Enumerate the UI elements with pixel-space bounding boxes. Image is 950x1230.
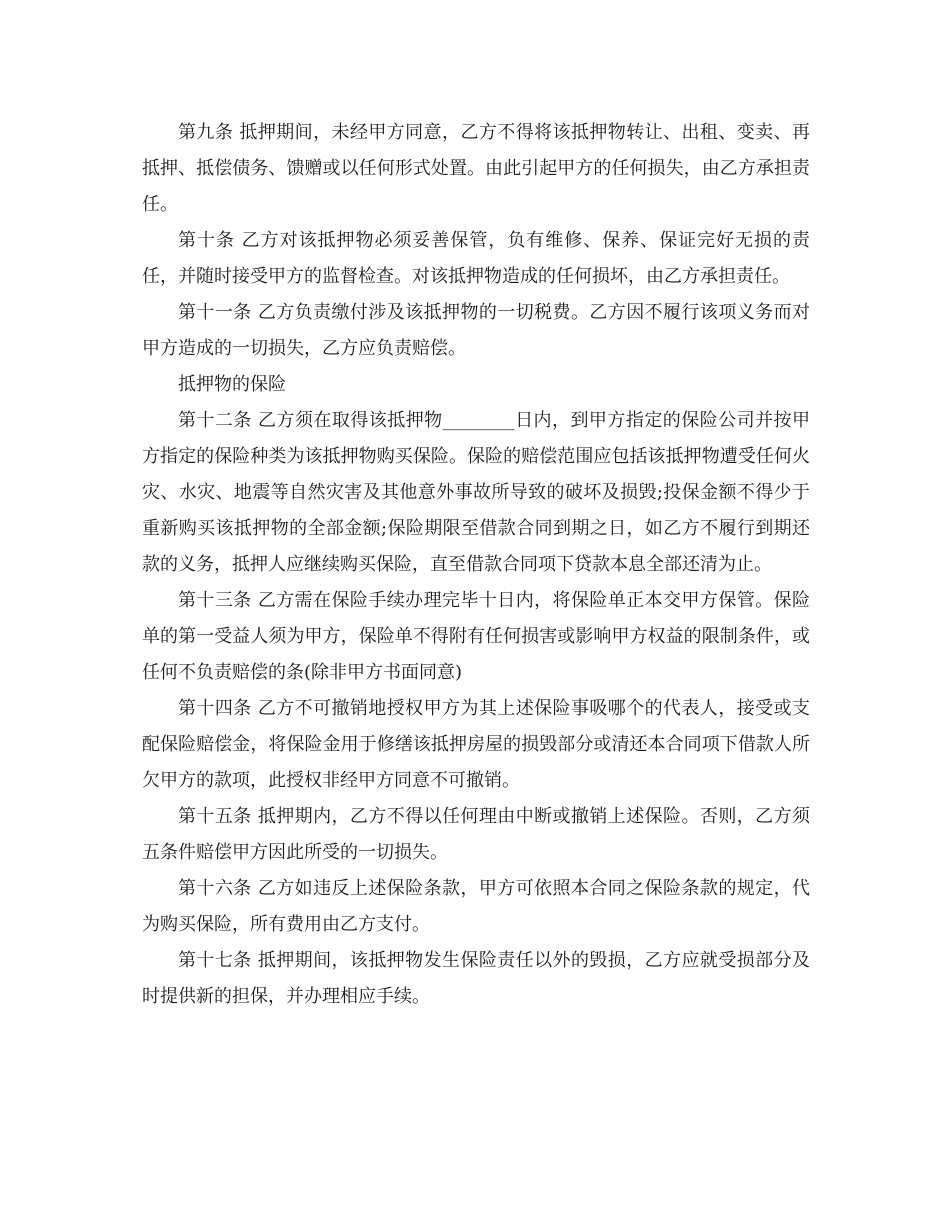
article-13-paragraph: 第十三条 乙方需在保险手续办理完毕十日内，将保险单正本交甲方保管。保险单的第一受益人须为甲方，保险单不得附有任何损害或影响甲方权益的限制条件，或任何不负责赔偿的条(除非甲方书面同意)	[142, 590, 810, 683]
article-10-paragraph: 第十条 乙方对该抵押物必须妥善保管，负有维修、保养、保证完好无损的责任，并随时接受甲方的监督检查。对该抵押物造成的任何损坏，由乙方承担责任。	[142, 230, 810, 287]
article-12-paragraph: 第十二条 乙方须在取得该抵押物________日内，到甲方指定的保险公司并按甲方指定的保险种类为该抵押物购买保险。保险的赔偿范围应包括该抵押物遭受任何火灾、水灾、地震等自然灾害及其他意外事故所导致的破坏及损毁;投保金额不得少于重新购买该抵押物的全部金额;保险期限至借款合同到期之日，如乙方不履行到期还款的义务，抵押人应继续购买保险，直至借款合同项下贷款本息全部还清为止。	[142, 410, 810, 575]
article-14-paragraph: 第十四条 乙方不可撤销地授权甲方为其上述保险事吸哪个的代表人，接受或支配保险赔偿金，将保险金用于修缮该抵押房屋的损毁部分或清还本合同项下借款人所欠甲方的款项，此授权非经甲方同意不可撤销。	[142, 698, 810, 791]
article-15-paragraph: 第十五条 抵押期内，乙方不得以任何理由中断或撤销上述保险。否则，乙方须五条件赔偿甲方因此所受的一切损失。	[142, 806, 810, 863]
article-9-paragraph: 第九条 抵押期间，未经甲方同意，乙方不得将该抵押物转让、出租、变卖、再抵押、抵偿债务、馈赠或以任何形式处置。由此引起甲方的任何损失，由乙方承担责任。	[142, 122, 810, 215]
article-16-paragraph: 第十六条 乙方如违反上述保险条款，甲方可依照本合同之保险条款的规定，代为购买保险，所有费用由乙方支付。	[142, 878, 810, 935]
article-11-paragraph: 第十一条 乙方负责缴付涉及该抵押物的一切税费。乙方因不履行该项义务而对甲方造成的一切损失，乙方应负责赔偿。	[142, 302, 810, 359]
section-heading-insurance: 抵押物的保险	[178, 374, 286, 395]
article-17-paragraph: 第十七条 抵押期间，该抵押物发生保险责任以外的毁损，乙方应就受损部分及时提供新的担保，并办理相应手续。	[142, 950, 810, 1007]
document-page	[142, 115, 810, 1015]
